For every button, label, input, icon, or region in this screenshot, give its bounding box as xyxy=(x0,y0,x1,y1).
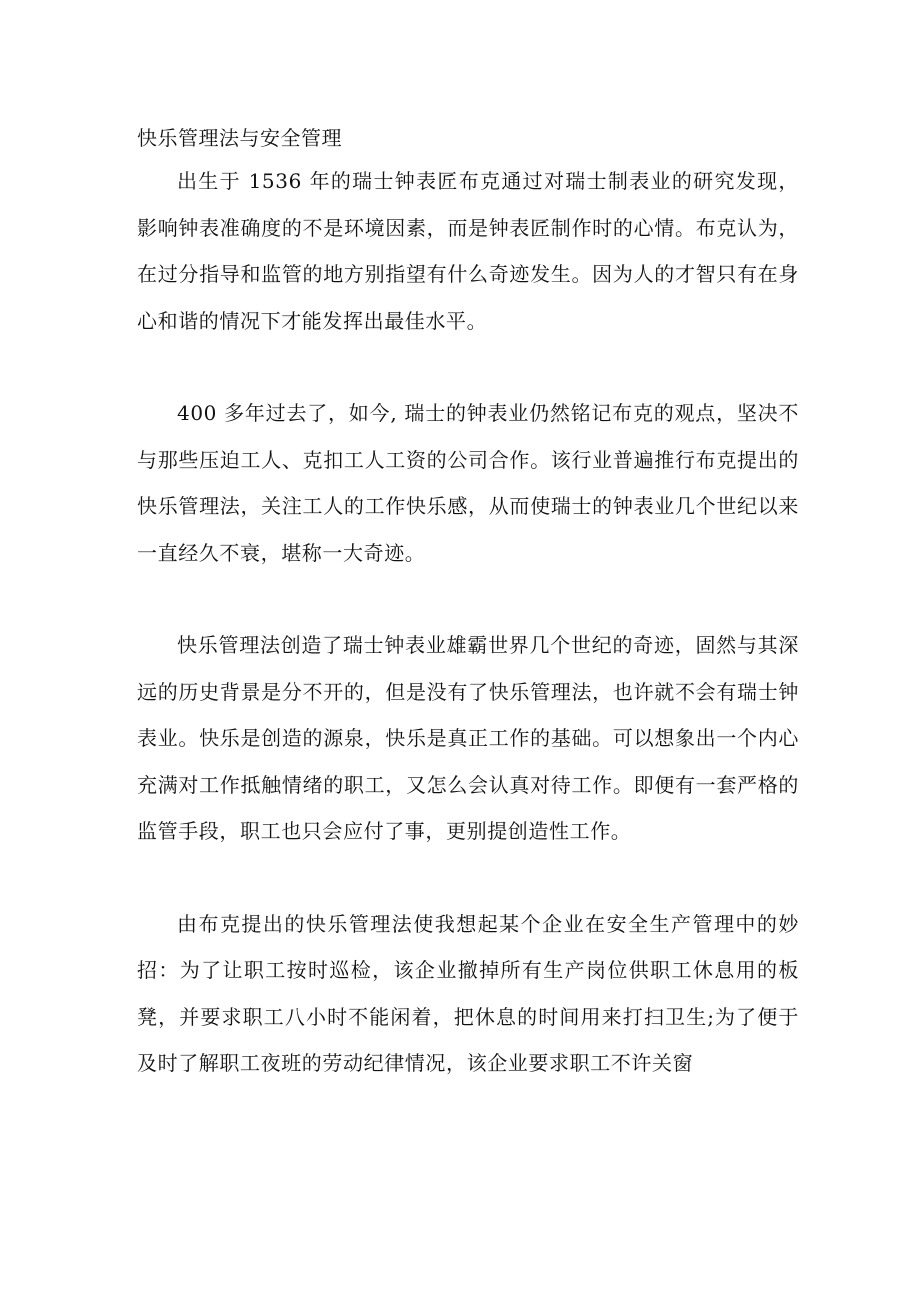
paragraph-spacer xyxy=(137,855,799,901)
paragraph-spacer xyxy=(137,576,799,622)
paragraph-4: 由布克提出的快乐管理法使我想起某个企业在安全生产管理中的妙招：为了让职工按时巡检，该企业撤掉所有生产岗位供职工休息用的板凳，并要求职工八小时不能闲着，把休息的时间用来打扫卫生;为了便于及时了解职工夜班的劳动纪律情况，该企业要求职工不许关窗 xyxy=(137,911,799,1075)
document-title: 快乐管理法与安全管理 xyxy=(137,126,342,150)
paragraph-2: 400 多年过去了，如今, 瑞士的钟表业仍然铭记布克的观点，坚决不与那些压迫工人、克扣工人工资的公司合作。该行业普遍推行布克提出的快乐管理法，关注工人的工作快乐感，从而使瑞士的钟表业几个世纪以来一直经久不衰，堪称一大奇迹。 xyxy=(137,401,799,565)
paragraph-3: 快乐管理法创造了瑞士钟表业雄霸世界几个世纪的奇迹，固然与其深远的历史背景是分不开的，但是没有了快乐管理法，也许就不会有瑞士钟表业。快乐是创造的源泉，快乐是真正工作的基础。可以想象出一个内心充满对工作抵触情绪的职工，又怎么会认真对待工作。即便有一套严格的监管手段，职工也只会应付了事，更别提创造性工作。 xyxy=(137,633,799,843)
paragraph-1: 出生于 1536 年的瑞士钟表匠布克通过对瑞士制表业的研究发现，影响钟表准确度的不是环境因素，而是钟表匠制作时的心情。布克认为，在过分指导和监管的地方别指望有什么奇迹发生。因为人的才智只有在身心和谐的情况下才能发挥出最佳水平。 xyxy=(137,169,799,333)
document-body xyxy=(137,118,799,1087)
paragraph-spacer xyxy=(137,344,799,390)
